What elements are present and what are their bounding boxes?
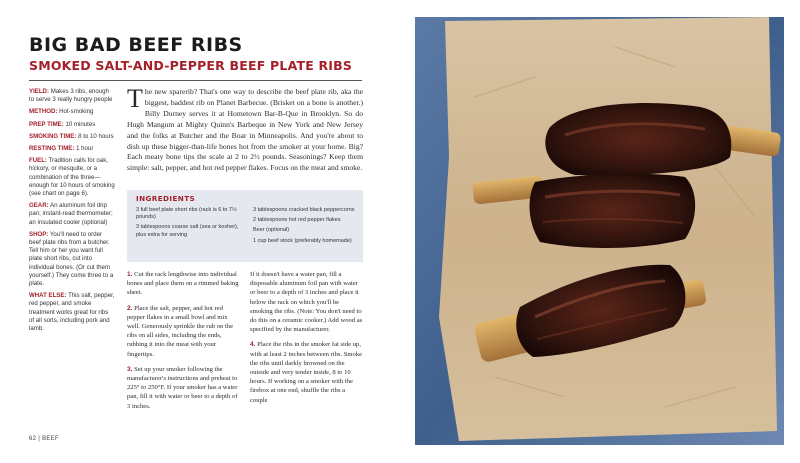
sidebar-label: FUEL:	[29, 157, 47, 165]
sidebar-label: RESTING TIME:	[29, 145, 75, 153]
steps-column-right	[250, 270, 363, 411]
step-text: Place the salt, pepper, and hot red pepper flakes in a small bowl and mix well. Generously sprinkle the rub on the ribs on all sides, including the ends, rubbing it into the meat with your fingertips.	[127, 304, 234, 358]
step-3	[127, 365, 239, 411]
sidebar-label: SHOP:	[29, 230, 49, 238]
step-3-continued	[250, 270, 363, 334]
sidebar-fuel	[29, 157, 115, 198]
sidebar-prep-time	[29, 121, 115, 129]
sidebar-smoking-time	[29, 133, 115, 141]
ingredient-item: 2 tablespoons hot red pepper flakes	[253, 217, 341, 224]
step-number: 2.	[127, 304, 133, 312]
step-number: 1.	[127, 271, 133, 278]
page-number: 62	[29, 436, 37, 442]
step-text: Set up your smoker following the manufacturer's instructions and preheat to 225° to 250°F. If your smoker has a water pan, fill it with water or beer to a depth of 3 inches.	[127, 365, 238, 410]
recipe-title: BIG BAD BEEF RIBS	[29, 34, 243, 56]
step-text: If it doesn't have a water pan, fill a disposable aluminum foil pan with water or beer to a depth of 3 inches and place it below the rack on which you'll be smoking the ribs. (Note: You don't need to do this on a ceramic cooker.) Add wood as specified by the manufacturer.	[250, 271, 363, 334]
ingredients-column-left	[136, 207, 240, 242]
sidebar-label: PREP TIME:	[29, 120, 64, 128]
sidebar-label: METHOD:	[29, 108, 58, 116]
sidebar-yield	[29, 88, 115, 104]
steps-column-left	[127, 270, 239, 417]
sidebar-text: You'll need to order beef plate ribs from a butcher. Tell him or her you want full plate short ribs, cut into individual bones. (Or cut them yourself.) They come three to a plate.	[29, 230, 114, 288]
ingredients-title: INGREDIENTS	[136, 194, 196, 203]
title-rule	[29, 80, 362, 81]
beef-ribs-photo	[415, 17, 784, 445]
ingredient-item: 3 full beef plate short ribs (rack is 6 to 7½ pounds)	[136, 207, 237, 221]
sidebar-label: SMOKING TIME:	[29, 132, 77, 140]
step-text: Cut the rack lengthwise into individual bones and place them on a rimmed baking sheet.	[127, 271, 239, 297]
step-number: 3.	[127, 365, 133, 373]
sidebar-label: YIELD:	[29, 88, 49, 95]
recipe-sidebar	[29, 88, 115, 337]
drop-cap: T	[127, 84, 143, 113]
ingredient-item: 1 cup beef stock (preferably homemade)	[253, 237, 352, 244]
sidebar-text: This salt, pepper, red pepper, and smoke treatment works great for ribs of all sorts, including pork and lamb.	[29, 292, 115, 333]
step-number: 4.	[250, 341, 256, 349]
step-text: Place the ribs in the smoker fat side up, with at least 2 inches between ribs. Smoke the ribs until darkly browned on the outside and very tender inside, 8 to 10 hours. If working on a smoker with the firebox at one end, shuffle the ribs a couple	[250, 341, 363, 404]
sidebar-text: 10 minutes	[65, 120, 96, 128]
sidebar-label: GEAR:	[29, 202, 49, 210]
ingredient-item: 3 tablespoons coarse salt (sea or kosher), plus extra for serving	[136, 224, 239, 238]
step-4	[250, 340, 363, 404]
sidebar-text: Tradition calls for oak, hickory, or mesquite, or a combination of the three—enough for 10 hours of smoking (see chart on page 6).	[29, 157, 115, 198]
sidebar-label: WHAT ELSE:	[29, 292, 67, 300]
ingredients-column-right	[253, 207, 359, 248]
step-1	[127, 270, 239, 298]
sidebar-resting-time	[29, 145, 115, 153]
intro-text: he new sparerib? That's one way to describe the beef plate rib, aka the biggest, baddest rib on Planet Barbecue. (Brisket on a bone is another.) Billy Durney serves it at Hometown Bar-B-Que in Brooklyn. So do Hugh Mangum at Mighty Quinn's Barbeque in New York and New Jersey and the folks at Butcher and the Boar in Minneapolis. And you're about to dish up these bigger-than-life bones hot from the smoker at your home. Big? Each meaty bone tips the scale at 2 to 2½ pounds. Seasonings? Keep them simple: salt, pepper, and hot red pepper flakes. Focus on the meat and smoke.	[127, 87, 363, 173]
sidebar-text: Makes 3 ribs, enough to serve 3 really hungry people	[29, 88, 113, 104]
page-footer: 62 | BEEF	[29, 436, 59, 442]
sidebar-method	[29, 108, 115, 116]
sidebar-what-else	[29, 292, 115, 333]
section-name: BEEF	[42, 436, 59, 442]
sidebar-shop	[29, 231, 115, 288]
sidebar-text: Hot-smoking	[59, 108, 94, 116]
intro-paragraph	[127, 84, 363, 174]
sidebar-gear	[29, 202, 115, 227]
ingredient-item: Beer (optional)	[253, 227, 290, 234]
step-2	[127, 304, 239, 359]
sidebar-text: An aluminum foil drip pan; instant-read thermometer; an insulated cooler (optional)	[29, 202, 113, 226]
ingredients-box	[127, 190, 363, 262]
sidebar-text: 1 hour	[76, 145, 94, 153]
recipe-subtitle: SMOKED SALT-AND-PEPPER BEEF PLATE RIBS	[29, 58, 353, 73]
ingredient-item: 3 tablespoons cracked black peppercorns	[253, 207, 355, 213]
sidebar-text: 8 to 10 hours	[78, 132, 114, 140]
